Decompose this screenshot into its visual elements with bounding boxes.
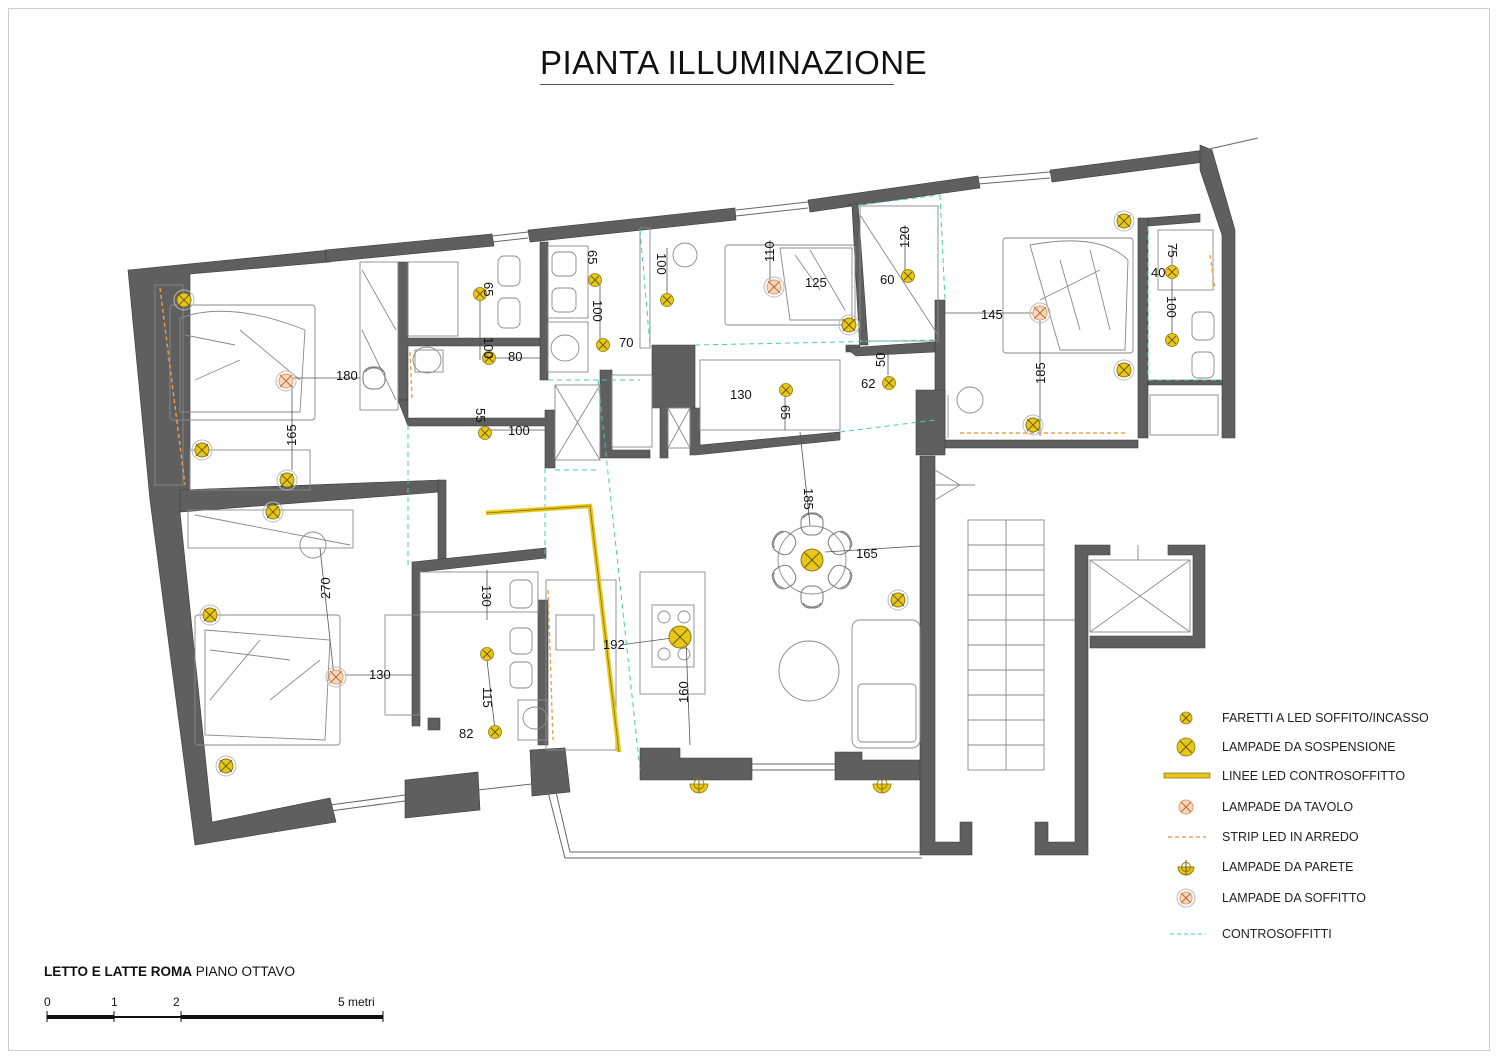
legend-label: CONTROSOFFITTI [1222,927,1332,941]
dim-label: 180 [336,368,358,383]
dim-label: 192 [603,637,625,652]
dim-label: 165 [856,546,878,561]
legend-item [1162,735,1462,759]
dim-label: 130 [369,667,391,682]
dim-label: 165 [284,424,299,446]
legend-label: FARETTI A LED SOFFITO/INCASSO [1222,711,1429,725]
legend-item [1162,886,1462,910]
legend-label: STRIP LED IN ARREDO [1222,830,1359,844]
dim-label: 100 [1164,296,1179,318]
dim-label: 185 [1033,362,1048,384]
dim-label: 55 [473,408,488,423]
legend-item [1162,922,1462,946]
dim-label: 100 [508,423,530,438]
legend-label: LAMPADE DA TAVOLO [1222,800,1354,814]
false-ceiling-icon [1162,922,1212,946]
dim-label: 82 [459,726,474,741]
dim-label: 110 [762,241,777,262]
dim-label: 145 [981,307,1003,322]
scale-label: 1 [111,995,118,1009]
dim-label: 120 [897,226,912,248]
dim-label: 100 [481,337,496,359]
ceiling-led-spot-icon [1162,706,1212,730]
project-caption [44,964,295,979]
legend-label: LINEE LED CONTROSOFFITTO [1222,769,1406,783]
dim-label: 62 [861,376,876,391]
dim-label: 65 [481,282,496,297]
dim-label: 60 [880,272,895,287]
legend-item [1162,764,1462,788]
dim-label: 185 [801,488,816,510]
ceiling-lamp-icon [1162,886,1212,910]
legend-item [1162,706,1462,730]
dim-label: 100 [590,300,605,322]
legend-item [1162,825,1462,849]
dim-label: 75 [1165,243,1180,258]
dim-label: 270 [318,577,333,599]
project-name: LETTO E LATTE ROMA [44,964,192,979]
legend-label: LAMPADE DA SOFFITTO [1222,891,1367,905]
drawing-title: PIANTA ILLUMINAZIONE [540,44,928,81]
legend-item [1162,795,1462,819]
legend-label: LAMPADE DA SOSPENSIONE [1222,740,1396,754]
led-ceiling-line [486,506,619,752]
dim-label: 130 [730,387,752,402]
walls [128,145,1235,855]
scale-label: 0 [44,995,51,1009]
furniture-strip-led-icon [1162,825,1212,849]
table-lamp-icon [1162,795,1212,819]
dim-label: 130 [479,585,494,607]
scale-label: 5 metri [338,995,375,1009]
scale-bar [44,1010,389,1024]
pendant-lamp-icon [1162,735,1212,759]
dim-label: 65 [778,405,793,420]
wall-lamp-icon [1162,855,1212,879]
legend-label: LAMPADE DA PARETE [1222,860,1354,874]
dim-label: 70 [619,335,634,350]
dim-label: 65 [585,250,600,265]
dim-label: 100 [654,253,669,275]
light-fixtures [174,211,1179,793]
dim-label: 115 [480,687,495,708]
led-line-icon [1162,764,1212,788]
dim-label: 50 [873,352,888,367]
scale-label: 2 [173,995,180,1009]
project-floor: PIANO OTTAVO [195,964,296,979]
dim-label: 80 [508,349,523,364]
dim-label: 125 [805,275,827,290]
legend-item [1162,855,1462,879]
dim-label: 160 [676,681,691,703]
dim-label: 40 [1151,265,1166,280]
